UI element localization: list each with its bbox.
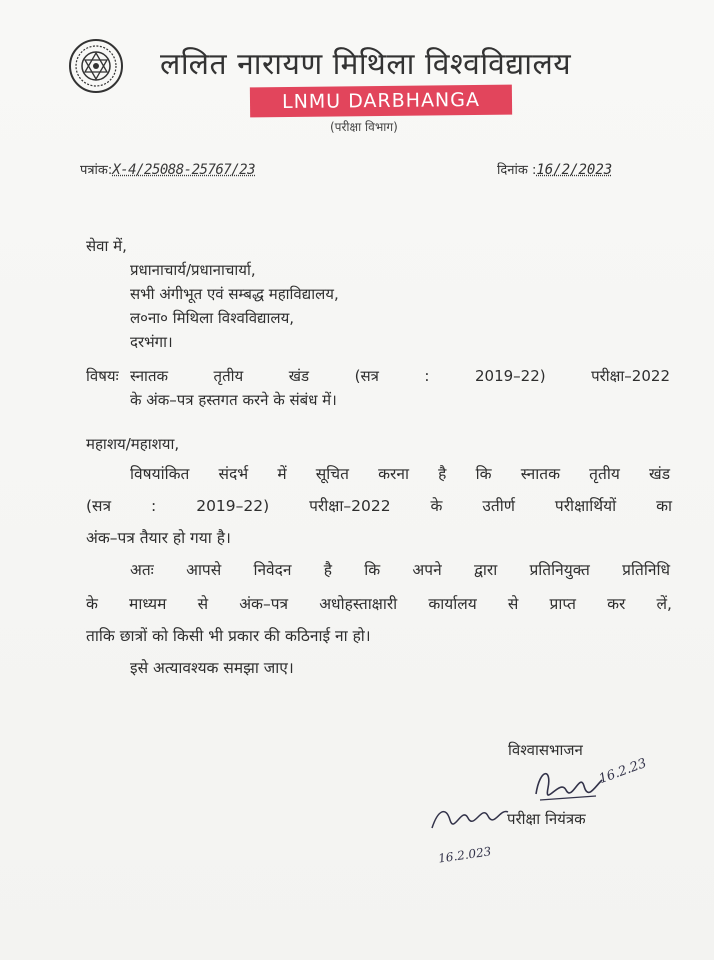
body-line: अंक–पत्र तैयार हो गया है। <box>86 529 231 547</box>
body-line: (सत्र : 2019–22) परीक्षा–2022 के उतीर्ण परीक्षार्थियों का <box>86 497 672 515</box>
reference-number <box>80 160 255 178</box>
addressee-line: प्रधानाचार्य/प्रधानाचार्या, <box>130 261 256 279</box>
body-line: के माध्यम से अंक–पत्र अधोहस्ताक्षारी कार्यालय से प्राप्त कर लें, <box>86 595 672 613</box>
greeting: महाशय/महाशया, <box>86 435 180 453</box>
body-line: इसे अत्यावश्यक समझा जाए। <box>130 659 294 677</box>
seva-mein: सेवा में, <box>86 237 127 255</box>
addressee-line: दरभंगा। <box>130 333 173 351</box>
exam-controller-title: परीक्षा नियंत्रक <box>507 810 586 828</box>
date-value: 16/2/2023 <box>536 162 613 178</box>
subject-label: विषयः <box>86 367 119 385</box>
department-label: (परीक्षा विभाग) <box>330 120 398 134</box>
addressee-line: ल०ना० मिथिला विश्वविद्यालय, <box>130 309 295 327</box>
body-line: ताकि छात्रों को किसी भी प्रकार की कठिनाई ना हो। <box>86 627 371 645</box>
handwritten-date-1: 16.2.23 <box>596 755 649 788</box>
signature-scribble <box>530 758 610 808</box>
letter-date <box>497 160 612 178</box>
body-line: अतः आपसे निवेदन है कि अपने द्वारा प्रतिनियुक्त प्रतिनिधि <box>130 561 670 579</box>
closing-vishwasbhajan: विश्वासभाजन <box>508 741 583 759</box>
addressee-line: सभी अंगीभूत एवं सम्बद्ध महाविद्यालय, <box>130 285 339 303</box>
handwritten-date-2: 16.2.023 <box>437 844 493 866</box>
body-line: विषयांकित संदर्भ में सूचित करना है कि स्नातक तृतीय खंड <box>130 465 670 483</box>
subject-line-1: स्नातक तृतीय खंड (सत्र : 2019–22) परीक्षा–2022 <box>130 367 670 385</box>
reference-label: पत्रांक: <box>80 163 113 178</box>
university-seal-logo <box>68 38 124 94</box>
date-label: दिनांक : <box>497 163 537 178</box>
subject-line-2: के अंक–पत्र हस्तगत करने के संबंध में। <box>130 391 337 409</box>
lnmu-banner: LNMU DARBHANGA <box>250 85 512 118</box>
university-name: ललित नारायण मिथिला विश्वविद्यालय <box>160 47 572 82</box>
reference-value: X-4/25088-25767/23 <box>112 162 256 178</box>
initials-scribble <box>428 798 510 834</box>
